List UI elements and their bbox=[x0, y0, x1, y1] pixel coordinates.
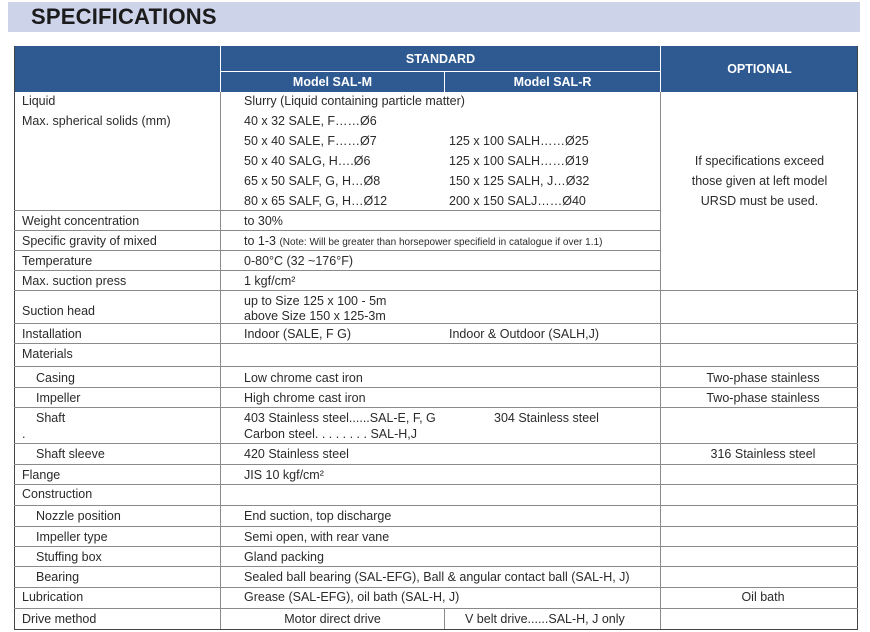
optional-exceed-2: those given at left model bbox=[691, 174, 828, 188]
header-standard: STANDARD bbox=[221, 46, 660, 71]
label-weight-concentration: Weight concentration bbox=[22, 214, 140, 228]
label-liquid: Liquid bbox=[22, 94, 56, 108]
header-model-sal-m: Model SAL-M bbox=[221, 72, 444, 92]
value-impeller: High chrome cast iron bbox=[244, 391, 366, 405]
value-flange: JIS 10 kgf/cm² bbox=[244, 468, 324, 482]
value-suction-head-1: up to Size 125 x 100 - 5m bbox=[244, 294, 387, 308]
value-installation-m: Indoor (SALE, F G) bbox=[244, 327, 351, 341]
label-nozzle-position: Nozzle position bbox=[36, 509, 121, 523]
value-specific-gravity bbox=[244, 234, 602, 250]
optional-lubrication: Oil bath bbox=[741, 590, 785, 604]
label-impeller-type: Impeller type bbox=[36, 530, 108, 544]
label-temperature: Temperature bbox=[22, 254, 93, 268]
label-impeller: Impeller bbox=[36, 391, 81, 405]
specific-gravity-note: (Note: Will be greater than horsepower specifield in catalogue if over 1.1) bbox=[279, 237, 603, 248]
value-solids-r: 125 x 100 SALH……Ø19 bbox=[449, 154, 589, 168]
value-impeller-type: Semi open, with rear vane bbox=[244, 530, 390, 544]
value-drive-m: Motor direct drive bbox=[284, 612, 381, 626]
optional-shaft-sleeve: 316 Stainless steel bbox=[710, 447, 816, 461]
value-max-suction-press: 1 kgf/cm² bbox=[244, 274, 296, 288]
value-solids-r: 150 x 125 SALH, J…Ø32 bbox=[449, 174, 590, 188]
label-installation: Installation bbox=[22, 327, 82, 341]
optional-casing: Two-phase stainless bbox=[706, 371, 820, 385]
value-solids-m: 80 x 65 SALF, G, H…Ø12 bbox=[244, 194, 388, 208]
value-solids-m: 65 x 50 SALF, G, H…Ø8 bbox=[244, 174, 381, 188]
label-suction-head: Suction head bbox=[22, 304, 95, 318]
label-construction: Construction bbox=[22, 487, 93, 501]
value-solids-r: 125 x 100 SALH……Ø25 bbox=[449, 134, 589, 148]
header-optional: OPTIONAL bbox=[661, 46, 858, 92]
value-nozzle-position: End suction, top discharge bbox=[244, 509, 392, 523]
label-dot: . bbox=[22, 427, 26, 441]
value-solids-m: 50 x 40 SALE, F……Ø7 bbox=[244, 134, 377, 148]
specific-gravity-value: to 1-3 bbox=[244, 234, 276, 248]
label-bearing: Bearing bbox=[36, 570, 80, 584]
value-bearing: Sealed ball bearing (SAL-EFG), Ball & angular contact ball (SAL-H, J) bbox=[244, 570, 630, 584]
value-solids-m: 50 x 40 SALG, H….Ø6 bbox=[244, 154, 371, 168]
label-casing: Casing bbox=[36, 371, 75, 385]
value-casing: Low chrome cast iron bbox=[244, 371, 363, 385]
optional-impeller: Two-phase stainless bbox=[706, 391, 820, 405]
label-drive-method: Drive method bbox=[22, 612, 97, 626]
value-shaft-1b: 304 Stainless steel bbox=[494, 411, 599, 425]
optional-exceed-1: If specifications exceed bbox=[694, 154, 825, 168]
page-title: SPECIFICATIONS bbox=[31, 4, 217, 29]
label-specific-gravity: Specific gravity of mixed bbox=[22, 234, 157, 248]
label-stuffing-box: Stuffing box bbox=[36, 550, 102, 564]
label-max-solids: Max. spherical solids (mm) bbox=[22, 114, 171, 128]
label-lubrication: Lubrication bbox=[22, 590, 84, 604]
header-model-sal-r: Model SAL-R bbox=[445, 72, 660, 92]
value-suction-head-2: above Size 150 x 125-3m bbox=[244, 309, 386, 323]
value-liquid: Slurry (Liquid containing particle matter) bbox=[244, 94, 465, 108]
label-shaft-sleeve: Shaft sleeve bbox=[36, 447, 105, 461]
label-materials: Materials bbox=[22, 347, 73, 361]
value-weight-concentration: to 30% bbox=[244, 214, 283, 228]
value-stuffing-box: Gland packing bbox=[244, 550, 324, 564]
value-solids-m: 40 x 32 SALE, F……Ø6 bbox=[244, 114, 377, 128]
label-max-suction-press: Max. suction press bbox=[22, 274, 127, 288]
value-solids-r: 200 x 150 SALJ……Ø40 bbox=[449, 194, 586, 208]
header-label-column bbox=[14, 46, 220, 92]
label-flange: Flange bbox=[22, 468, 61, 482]
value-shaft-sleeve: 420 Stainless steel bbox=[244, 447, 349, 461]
value-installation-r: Indoor & Outdoor (SALH,J) bbox=[449, 327, 600, 341]
value-shaft-1: 403 Stainless steel......SAL-E, F, G bbox=[244, 411, 436, 425]
value-lubrication: Grease (SAL-EFG), oil bath (SAL-H, J) bbox=[244, 590, 460, 604]
value-shaft-2: Carbon steel. . . . . . . . SAL-H,J bbox=[244, 427, 417, 441]
label-shaft: Shaft bbox=[36, 411, 66, 425]
optional-exceed-3: URSD must be used. bbox=[700, 194, 819, 208]
value-drive-r: V belt drive......SAL-H, J only bbox=[465, 612, 625, 626]
value-temperature: 0-80°C (32 ~176°F) bbox=[244, 254, 354, 268]
